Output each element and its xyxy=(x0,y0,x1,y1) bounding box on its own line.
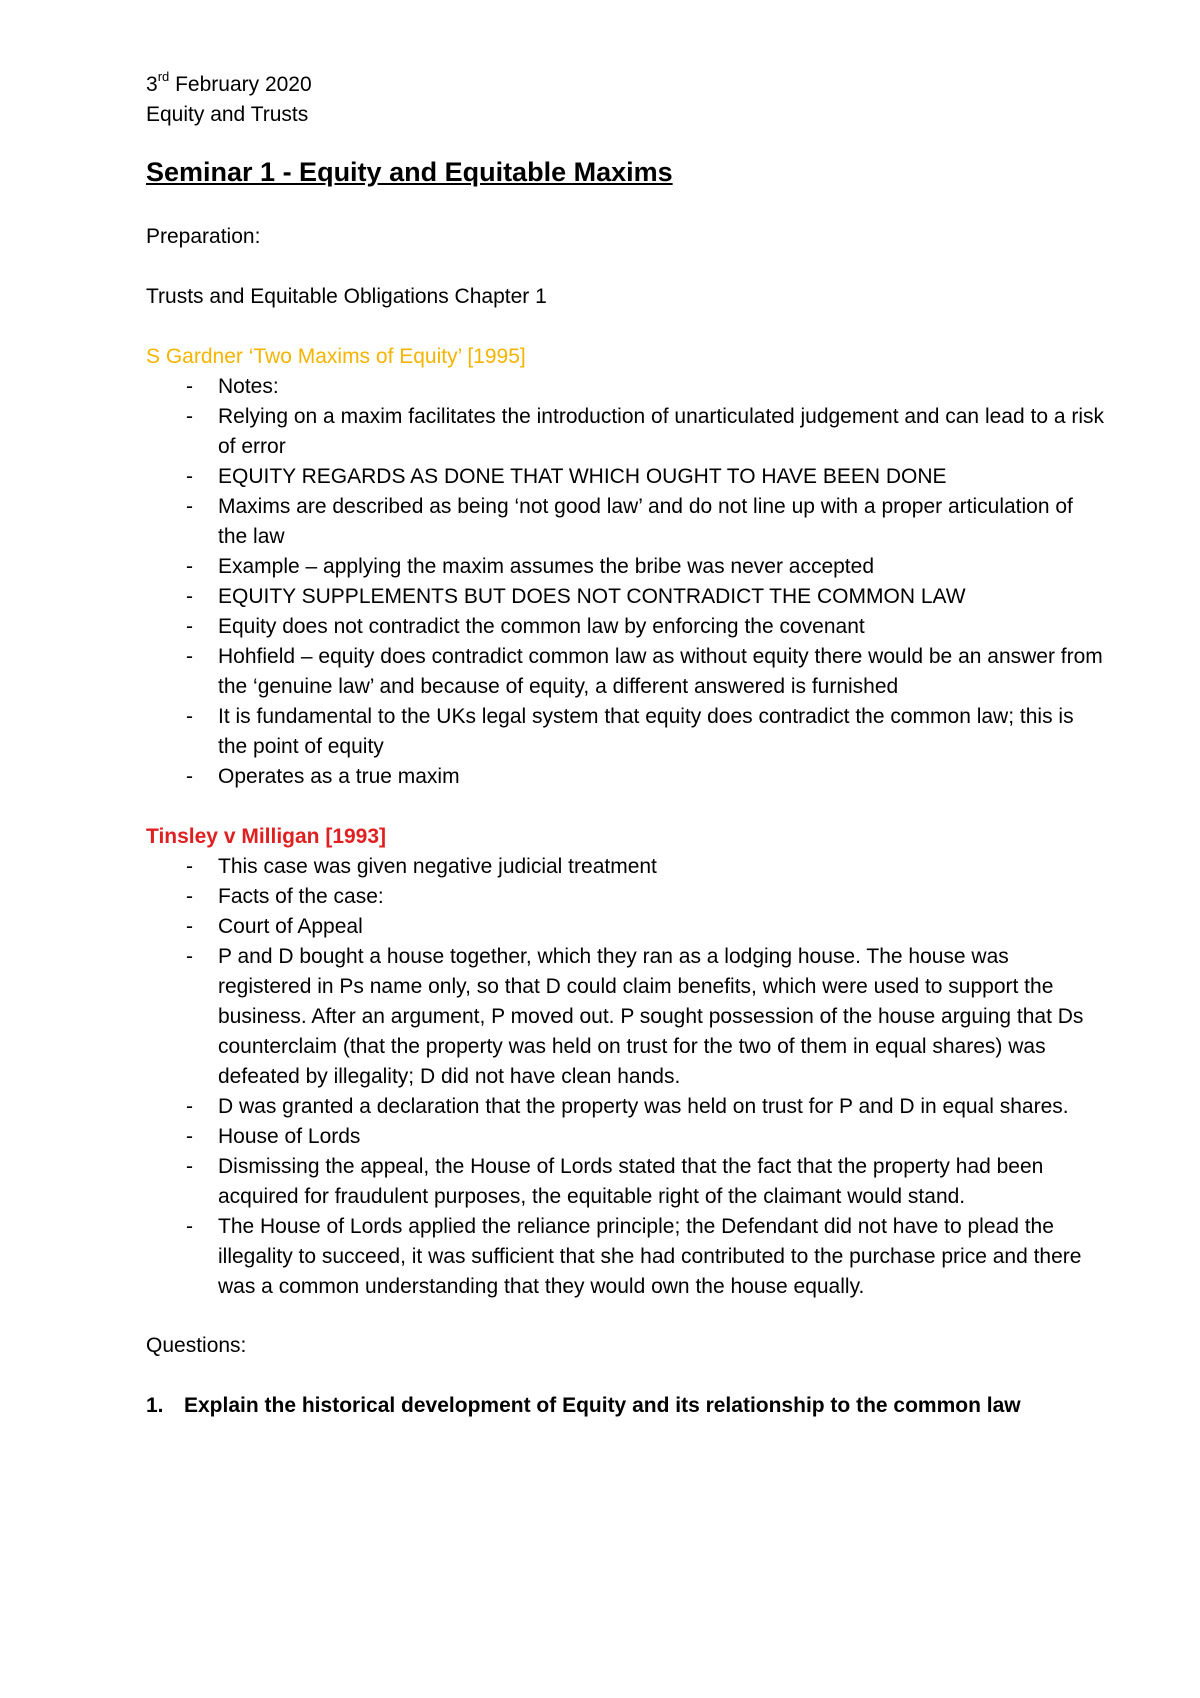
dash-bullet-icon: - xyxy=(186,915,193,938)
dash-bullet-icon: - xyxy=(186,615,193,638)
list-item xyxy=(186,492,1106,552)
document-date xyxy=(146,70,1050,100)
list-item xyxy=(186,582,1106,612)
dash-bullet-icon: - xyxy=(186,645,193,668)
dash-bullet-icon: - xyxy=(186,465,193,488)
dash-bullet-icon: - xyxy=(186,375,193,398)
list-item-text: Hohfield – equity does contradict common law as without equity there would be an answer from the ‘genuine law’ and because of equity, a different answered is furnished xyxy=(218,645,1103,698)
list-item xyxy=(186,642,1106,702)
preparation-label: Preparation: xyxy=(146,225,261,248)
dash-bullet-icon: - xyxy=(186,1095,193,1118)
document-subject: Equity and Trusts xyxy=(146,103,309,126)
list-item-text: It is fundamental to the UKs legal system that equity does contradict the common law; this is the point of equity xyxy=(218,705,1074,758)
list-item-text: Operates as a true maxim xyxy=(218,765,460,788)
list-item-text: Court of Appeal xyxy=(218,915,363,938)
reading-reference: Trusts and Equitable Obligations Chapter 1 xyxy=(146,285,547,308)
gardner-notes-list xyxy=(146,372,1106,792)
list-item xyxy=(186,1122,1106,1152)
dash-bullet-icon: - xyxy=(186,1215,193,1238)
list-item xyxy=(186,372,1106,402)
question-item xyxy=(146,1391,1050,1421)
list-item xyxy=(186,462,1106,492)
list-item xyxy=(186,1152,1106,1212)
dash-bullet-icon: - xyxy=(186,765,193,788)
dash-bullet-icon: - xyxy=(186,855,193,878)
date-month-year: February 2020 xyxy=(169,73,312,96)
list-item-text: Facts of the case: xyxy=(218,885,384,908)
list-item-text: House of Lords xyxy=(218,1125,361,1148)
list-item xyxy=(186,402,1106,462)
tinsley-heading: Tinsley v Milligan [1993] xyxy=(146,825,387,848)
list-item xyxy=(186,852,1106,882)
list-item-text: Relying on a maxim facilitates the introduction of unarticulated judgement and can lead to a risk of error xyxy=(218,405,1104,458)
questions-list xyxy=(146,1391,1050,1421)
questions-label: Questions: xyxy=(146,1334,247,1357)
question-text: Explain the historical development of Equity and its relationship to the common law xyxy=(184,1394,1021,1417)
date-day: 3 xyxy=(146,73,158,96)
list-item xyxy=(186,942,1106,1092)
list-item-text: EQUITY SUPPLEMENTS BUT DOES NOT CONTRADICT THE COMMON LAW xyxy=(218,585,966,608)
dash-bullet-icon: - xyxy=(186,1125,193,1148)
list-item-text: Maxims are described as being ‘not good law’ and do not line up with a proper articulation of the law xyxy=(218,495,1073,548)
list-item xyxy=(186,552,1106,582)
dash-bullet-icon: - xyxy=(186,405,193,428)
page-title: Seminar 1 - Equity and Equitable Maxims xyxy=(146,157,673,187)
list-item-text: D was granted a declaration that the property was held on trust for P and D in equal shares. xyxy=(218,1095,1069,1118)
list-item xyxy=(186,912,1106,942)
list-item xyxy=(186,702,1106,762)
dash-bullet-icon: - xyxy=(186,885,193,908)
dash-bullet-icon: - xyxy=(186,945,193,968)
list-item xyxy=(186,882,1106,912)
list-item-text: This case was given negative judicial treatment xyxy=(218,855,657,878)
dash-bullet-icon: - xyxy=(186,495,193,518)
dash-bullet-icon: - xyxy=(186,585,193,608)
dash-bullet-icon: - xyxy=(186,1155,193,1178)
list-item-text: P and D bought a house together, which they ran as a lodging house. The house was registered in Ps name only, so that D could claim benefits, which were used to support the business. After an argument, P moved out. P sought possession of the house arguing that Ds counterclaim (that the property was held on trust for the two of them in equal shares) was defeated by illegality; D did not have clean hands. xyxy=(218,945,1084,1088)
gardner-heading: S Gardner ‘Two Maxims of Equity’ [1995] xyxy=(146,345,526,368)
tinsley-notes-list xyxy=(146,852,1106,1302)
dash-bullet-icon: - xyxy=(186,555,193,578)
list-item-text: EQUITY REGARDS AS DONE THAT WHICH OUGHT TO HAVE BEEN DONE xyxy=(218,465,947,488)
list-item-text: Example – applying the maxim assumes the bribe was never accepted xyxy=(218,555,875,578)
list-item-text: Notes: xyxy=(218,375,279,398)
question-number: 1. xyxy=(146,1394,164,1417)
list-item-text: Equity does not contradict the common law by enforcing the covenant xyxy=(218,615,865,638)
list-item xyxy=(186,1212,1106,1302)
date-suffix: rd xyxy=(157,69,170,84)
dash-bullet-icon: - xyxy=(186,705,193,728)
list-item xyxy=(186,762,1106,792)
list-item xyxy=(186,612,1106,642)
list-item xyxy=(186,1092,1106,1122)
list-item-text: Dismissing the appeal, the House of Lords stated that the fact that the property had been acquired for fraudulent purposes, the equitable right of the claimant would stand. xyxy=(218,1155,1044,1208)
list-item-text: The House of Lords applied the reliance principle; the Defendant did not have to plead the illegality to succeed, it was sufficient that she had contributed to the purchase price and there was a common understanding that they would own the house equally. xyxy=(218,1215,1082,1298)
